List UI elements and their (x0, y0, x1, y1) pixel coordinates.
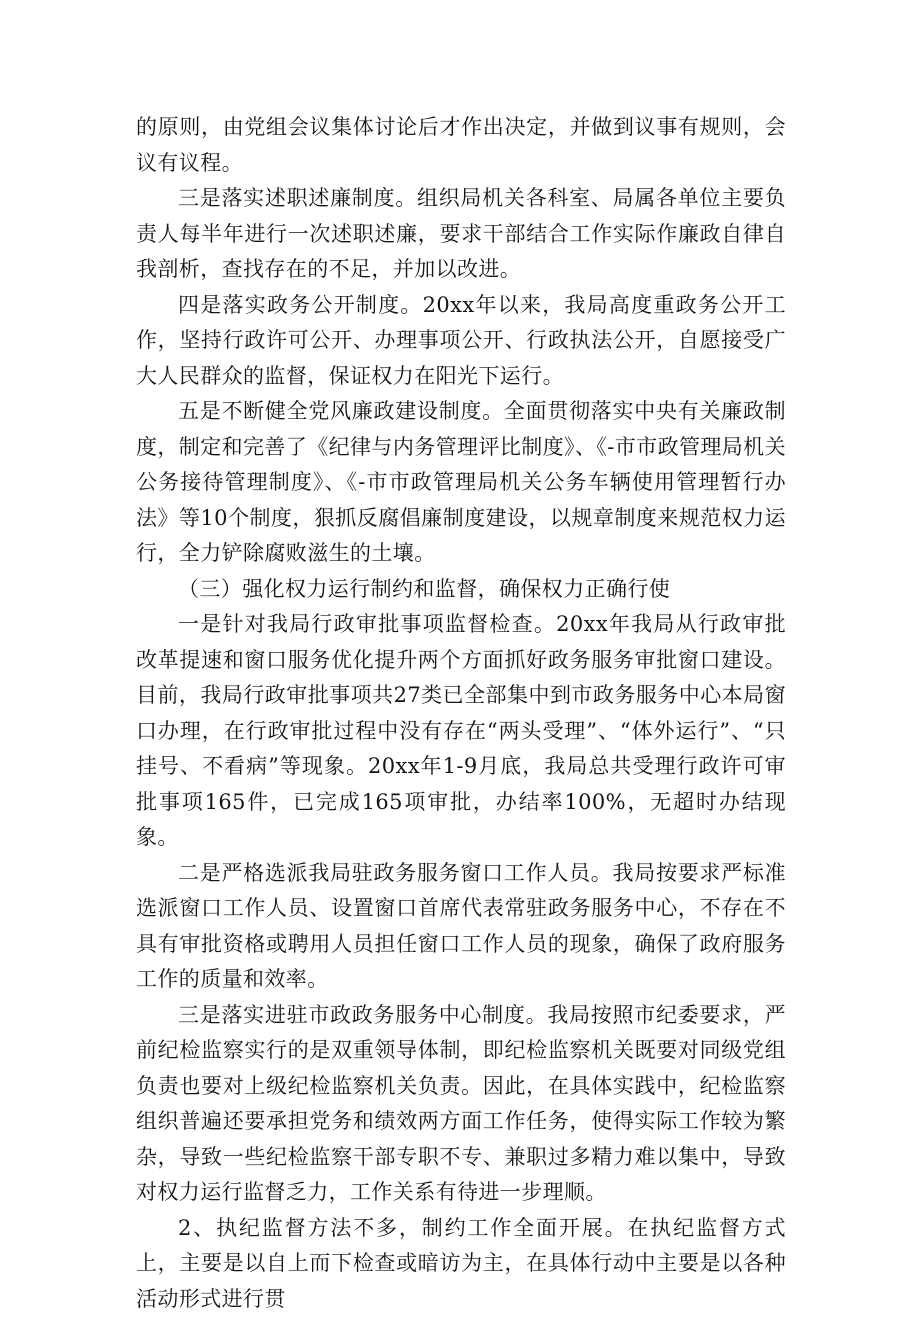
paragraph-supervision-methods: 2、执纪监督方法不多，制约工作全面开展。在执纪监督方式上，主要是以自上而下检查或暗访为主，在具体行动中主要是以各种活动形式进行贯 (136, 1211, 786, 1317)
paragraph-debriefing-system: 三是落实述职述廉制度。组织局机关各科室、局属各单位主要负责人每半年进行一次述职述廉，要求干部结合工作实际作廉政自律自我剖析，查找存在的不足，并加以改进。 (136, 181, 786, 288)
paragraph-service-center: 三是落实进驻市政政务服务中心制度。我局按照市纪委要求，严前纪检监察实行的是双重领导体制，即纪检监察机关既要对同级党组负责也要对上级纪检监察机关负责。因此，在具体实践中，纪检监察组织普遍还要承担党务和绩效两方面工作任务，使得实际工作较为繁杂，导致一些纪检监察干部专职不专、兼职过多精力难以集中，导致对权力运行监督乏力，工作关系有待进一步理顺。 (136, 998, 786, 1211)
paragraph-continuation: 的原则，由党组会议集体讨论后才作出决定，并做到议事有规则，会议有议程。 (136, 110, 786, 181)
document-body (136, 110, 786, 1317)
paragraph-window-staff: 二是严格选派我局驻政务服务窗口工作人员。我局按要求严标准选派窗口工作人员、设置窗口首席代表常驻政务服务中心，不存在不具有审批资格或聘用人员担任窗口工作人员的现象，确保了政府服务工作的质量和效率。 (136, 856, 786, 998)
paragraph-anti-corruption-system: 五是不断健全党风廉政建设制度。全面贯彻落实中央有关廉政制度，制定和完善了《纪律与内务管理评比制度》、《-市市政管理局机关公务接待管理制度》、《-市市政管理局机关公务车辆使用管理暂行办法》等10个制度，狠抓反腐倡廉制度建设，以规章制度来规范权力运行，全力铲除腐败滋生的土壤。 (136, 394, 786, 572)
paragraph-approval-supervision: 一是针对我局行政审批事项监督检查。20xx年我局从行政审批改革提速和窗口服务优化提升两个方面抓好政务服务审批窗口建设。目前，我局行政审批事项共27类已全部集中到市政务服务中心本局窗口办理，在行政审批过程中没有存在“两头受理”、“体外运行”、“只挂号、不看病”等现象。20xx年1-9月底，我局总共受理行政许可审批事项165件，已完成165项审批，办结率100%，无超时办结现象。 (136, 607, 786, 856)
paragraph-public-affairs: 四是落实政务公开制度。20xx年以来，我局高度重政务公开工作，坚持行政许可公开、办理事项公开、行政执法公开，自愿接受广大人民群众的监督，保证权力在阳光下运行。 (136, 288, 786, 395)
section-heading: （三）强化权力运行制约和监督，确保权力正确行使 (136, 572, 786, 608)
